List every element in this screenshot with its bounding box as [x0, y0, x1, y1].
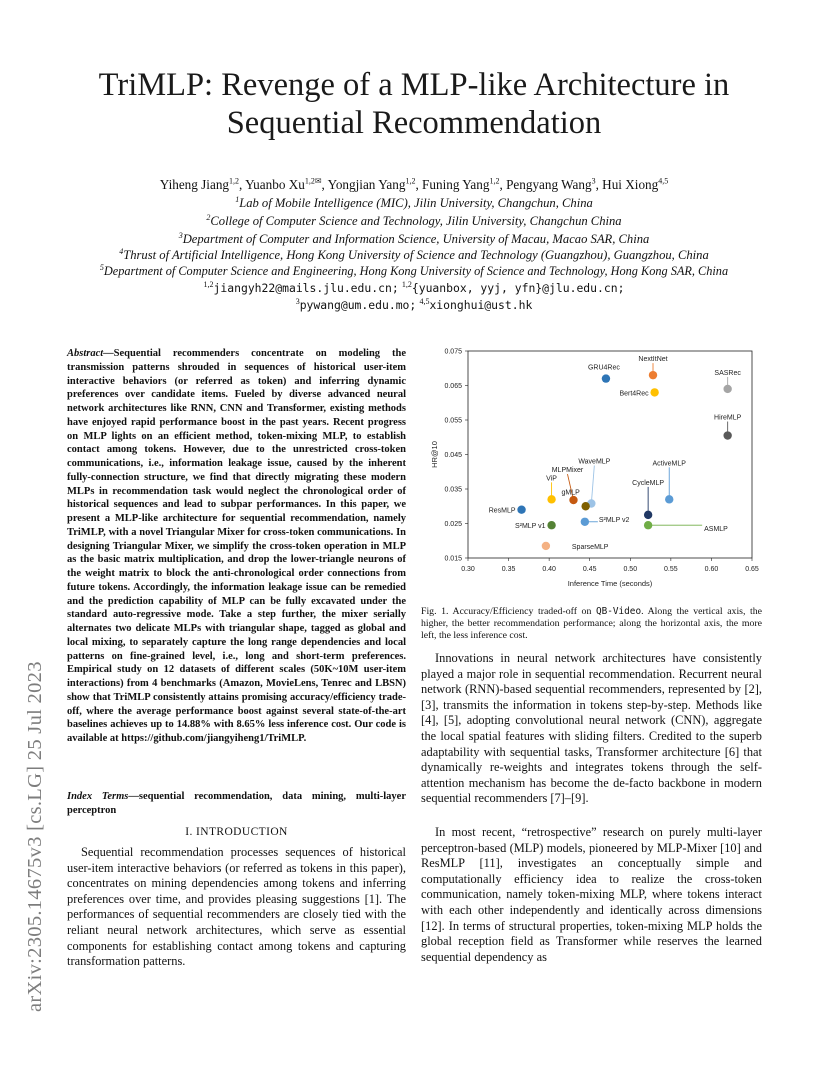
- data-point: [644, 521, 652, 529]
- author-name: Pengyang Wang: [506, 177, 592, 192]
- email-line-2: $^3$pywang@um.edu.mo; $^{4,5}$xionghui@ust.hk: [295, 296, 533, 312]
- y-tick-label: 0.075: [444, 348, 462, 356]
- x-tick-label: 0.55: [664, 566, 678, 573]
- intro-paragraph-2: Innovations in neural network architectures have consistently played a major role in sequential recommendation. Recurrent neural network (RNN)-based sequential recommenders, represented by [2], [3], transmits the information in tokens step-by-step. Methods like [4], [5], adopting convolutional neural network (CNN), aggregate the local spatial features with sliding filters. Credited to the superb adaptability with sequential tasks, Transformer architecture [6] that dynamically re-weights and integrates tokens through the self-attention mechanism has become the de-facto backbone in modern sequential recommenders [7]–[9].: [421, 651, 762, 806]
- data-point: [547, 521, 555, 529]
- author-affiliation-marker: 1,2: [405, 176, 416, 186]
- chart-marks: [489, 356, 742, 551]
- y-tick-label: 0.045: [444, 452, 462, 459]
- dataset-name: QB-Video: [595, 606, 642, 617]
- point-label: S²MLP v1: [514, 523, 546, 531]
- author-affiliation-marker: 3: [591, 176, 596, 186]
- x-axis-label: Inference Time (seconds): [567, 579, 653, 588]
- section-heading-introduction: I. INTRODUCTION: [185, 826, 288, 838]
- x-tick-label: 0.45: [582, 566, 597, 573]
- y-tick-label: 0.025: [444, 521, 462, 528]
- author-affiliation-marker: 1,2✉: [304, 176, 322, 186]
- data-point: [542, 542, 550, 550]
- point-label: ResMLP: [488, 507, 516, 515]
- point-label: SASRec: [714, 369, 741, 377]
- intro-paragraph-1: Sequential recommendation processes sequences of historical user-item interactive behaviors (or referred as tokens in this paper), concentrates on mining dependencies among tokens and inferring preferences over time, and provides pleasing suggestions [1]. The performances of sequential recommenders are closely tied with the reliant neural network architectures, which serve as essential components for establishing contact among tokens and capturing transformation patterns.: [67, 845, 406, 969]
- y-tick-label: 0.055: [444, 417, 462, 425]
- data-point: [581, 502, 589, 510]
- data-point: [723, 431, 731, 439]
- affiliation-1: $^1$Lab of Mobile Intelligence (MIC), Jilin University, Changchun, China: [235, 194, 593, 210]
- data-point: [569, 496, 577, 504]
- author-affiliation-marker: 1,2: [229, 176, 240, 186]
- x-tick-label: 0.30: [461, 566, 475, 573]
- leader-line: [591, 465, 594, 503]
- author-list: Yiheng Jiang$^{1,2}$, Yuanbo $Xu^{1,2✉}$, Yongjian Yang$^{1,2}$, Funing Yang$^{1,2}$, Pengyang Wang$^3$, Hui Xiong$^{4,5}$: [159, 176, 669, 192]
- intro-paragraph-3: In most recent, “retrospective” research on purely multi-layer perceptron-based (MLP) models, pioneered by MLP-Mixer [10] and ResMLP [11], investigates an conceptually simple and computationally efficiency idea to realize the cross-token communication, namely token-mixing MLP, where tokens interact with each other independently and identically across dimensions [12]. In terms of structural properties, token-mixing MLP holds the global reception field as Transformer while reserves the learned sequential dependency as: [421, 825, 762, 964]
- data-point: [665, 495, 673, 503]
- author-name: Yiheng Jiang: [159, 177, 230, 192]
- index-terms-text: —sequential recommendation, data mining, multi-layer perceptron: [67, 791, 406, 816]
- point-label: Bert4Rec: [619, 390, 649, 398]
- author-name: Funing Yang: [422, 177, 490, 192]
- data-point: [602, 374, 610, 382]
- point-label: S²MLP v2: [598, 516, 630, 524]
- author-name: Hui Xiong: [602, 177, 659, 192]
- index-terms: [67, 790, 406, 818]
- author-affiliation-marker: 4,5: [658, 176, 669, 186]
- accuracy-efficiency-scatter-chart: [420, 344, 765, 594]
- point-label: HireMLP: [714, 414, 742, 422]
- point-label: CycleMLP: [632, 479, 665, 487]
- point-label: SparseMLP: [571, 543, 609, 551]
- data-point: [723, 385, 731, 393]
- figure-caption: Fig. 1. Accuracy/Efficiency traded-off on QB-Video. Along the vertical axis, the higher, the better recommendation performance; along the horizontal axis, the more left, the less inference cost.: [421, 606, 762, 642]
- y-axis-label: HR@10: [430, 441, 439, 468]
- author-name: Yuanbo Xu: [245, 177, 305, 192]
- point-label: MLPMixer: [551, 467, 584, 475]
- abstract-label: Abstract: [67, 348, 104, 359]
- data-point: [644, 511, 652, 519]
- y-tick-label: 0.015: [444, 555, 462, 563]
- point-label: WaveMLP: [578, 458, 611, 466]
- data-point: [517, 506, 525, 514]
- x-tick-label: 0.35: [501, 566, 516, 573]
- x-tick-label: 0.50: [623, 566, 638, 573]
- data-point: [547, 495, 555, 503]
- point-label: ViP: [546, 475, 557, 483]
- affiliation-5: $^5$Department of Computer Science and Engineering, Hong Kong University of Science and Technology, Hong Kong SAR, China: [99, 262, 729, 278]
- author-name: Yongjian Yang: [327, 177, 406, 192]
- data-point: [650, 388, 658, 396]
- index-terms-label: Index Terms: [67, 791, 129, 802]
- y-tick-label: 0.065: [444, 383, 462, 390]
- x-tick-label: 0.40: [542, 566, 556, 573]
- point-label: GRU4Rec: [587, 364, 620, 372]
- abstract: [67, 347, 406, 746]
- affiliation-3: $^3$Department of Computer and Information Science, University of Macau, Macao SAR, China: [178, 230, 650, 246]
- x-tick-label: 0.60: [704, 566, 719, 573]
- x-tick-label: 0.65: [745, 566, 759, 573]
- affiliation-4: $^4$Thrust of Artificial Intelligence, Hong Kong University of Science and Technology (Guangzhou), Guangzhou, China: [119, 246, 709, 262]
- affiliation-2: $^2$College of Computer Science and Technology, Jilin University, Changchun China: [206, 212, 622, 228]
- author-affiliation-marker: 1,2: [489, 176, 500, 186]
- point-label: ActiveMLP: [652, 460, 686, 468]
- arxiv-identifier: arXiv:2305.14675v3 [cs.LG] 25 Jul 2023: [24, 661, 46, 1012]
- email-line-1: $^{1,2}$jiangyh22@mails.jlu.edu.cn; $^{1,2}${yuanbox, yyj, yfn}@jlu.edu.cn;: [203, 279, 625, 295]
- y-tick-label: 0.035: [444, 486, 462, 494]
- abstract-text: —Sequential recommenders concentrate on modeling the transmission patterns shrouded in sequences of historical user-item interactive behaviors (or referred as token) and inferring dynamic preferences over candidate items. Fueled by diverse advanced neural network architectures like RNN, CNN and Transformer, existing methods have enjoyed rapid performance boost in the past years. Recent progress on MLP lights on an efficient method, token-mixing MLP, to establish contact among tokens. However, due to the unrestricted cross-token communications, i.e., information leakage issue, caused by the inherent fully-connection structure, we find that directly migrating these modern MLPs in recommendation task would neglect the chronological order of historical sequences and lead to subpar performances. In this paper, we present a MLP-like architecture for sequential recommendation, namely TriMLP, with a novel Triangular Mixer for cross-token communications. In designing Triangular Mixer, we simplify the cross-token operation in MLP as the basic matrix multiplication, and drop the lower-triangle neurons of the weight matrix to block the anti-chronological order connections from future tokens. Accordingly, the information leakage issue can be remedied and the prediction capability of MLP can be fully excavated under the standard auto-regressive mode. Take a step further, the mixer serially alternates two delicate MLPs with triangular shape, tagged as global and local mixing, to separately capture the long range dependencies and local patterns on fine-grained level, i.e., long and short-term preferences. Empirical study on 12 datasets of different scales (50K~10M user-item interactions) from 4 benchmarks (Amazon, MovieLens, Tenrec and LBSN) show that TriMLP consistently attains promising accuracy/efficiency trade-off, where the average performance boost against several state-of-the-art baselines achieves up to 14.88% with 8.65% less inference cost. Our code is available at https://github.com/jiangyiheng1/TriMLP.: [67, 348, 406, 744]
- point-label: ASMLP: [704, 526, 728, 534]
- data-point: [581, 518, 589, 526]
- data-point: [649, 371, 657, 379]
- point-label: NextItNet: [638, 356, 668, 364]
- point-label: gMLP: [561, 489, 580, 497]
- paper-title: TriMLP: Revenge of a MLP-like Architecture in Sequential Recommendation: [98, 67, 730, 141]
